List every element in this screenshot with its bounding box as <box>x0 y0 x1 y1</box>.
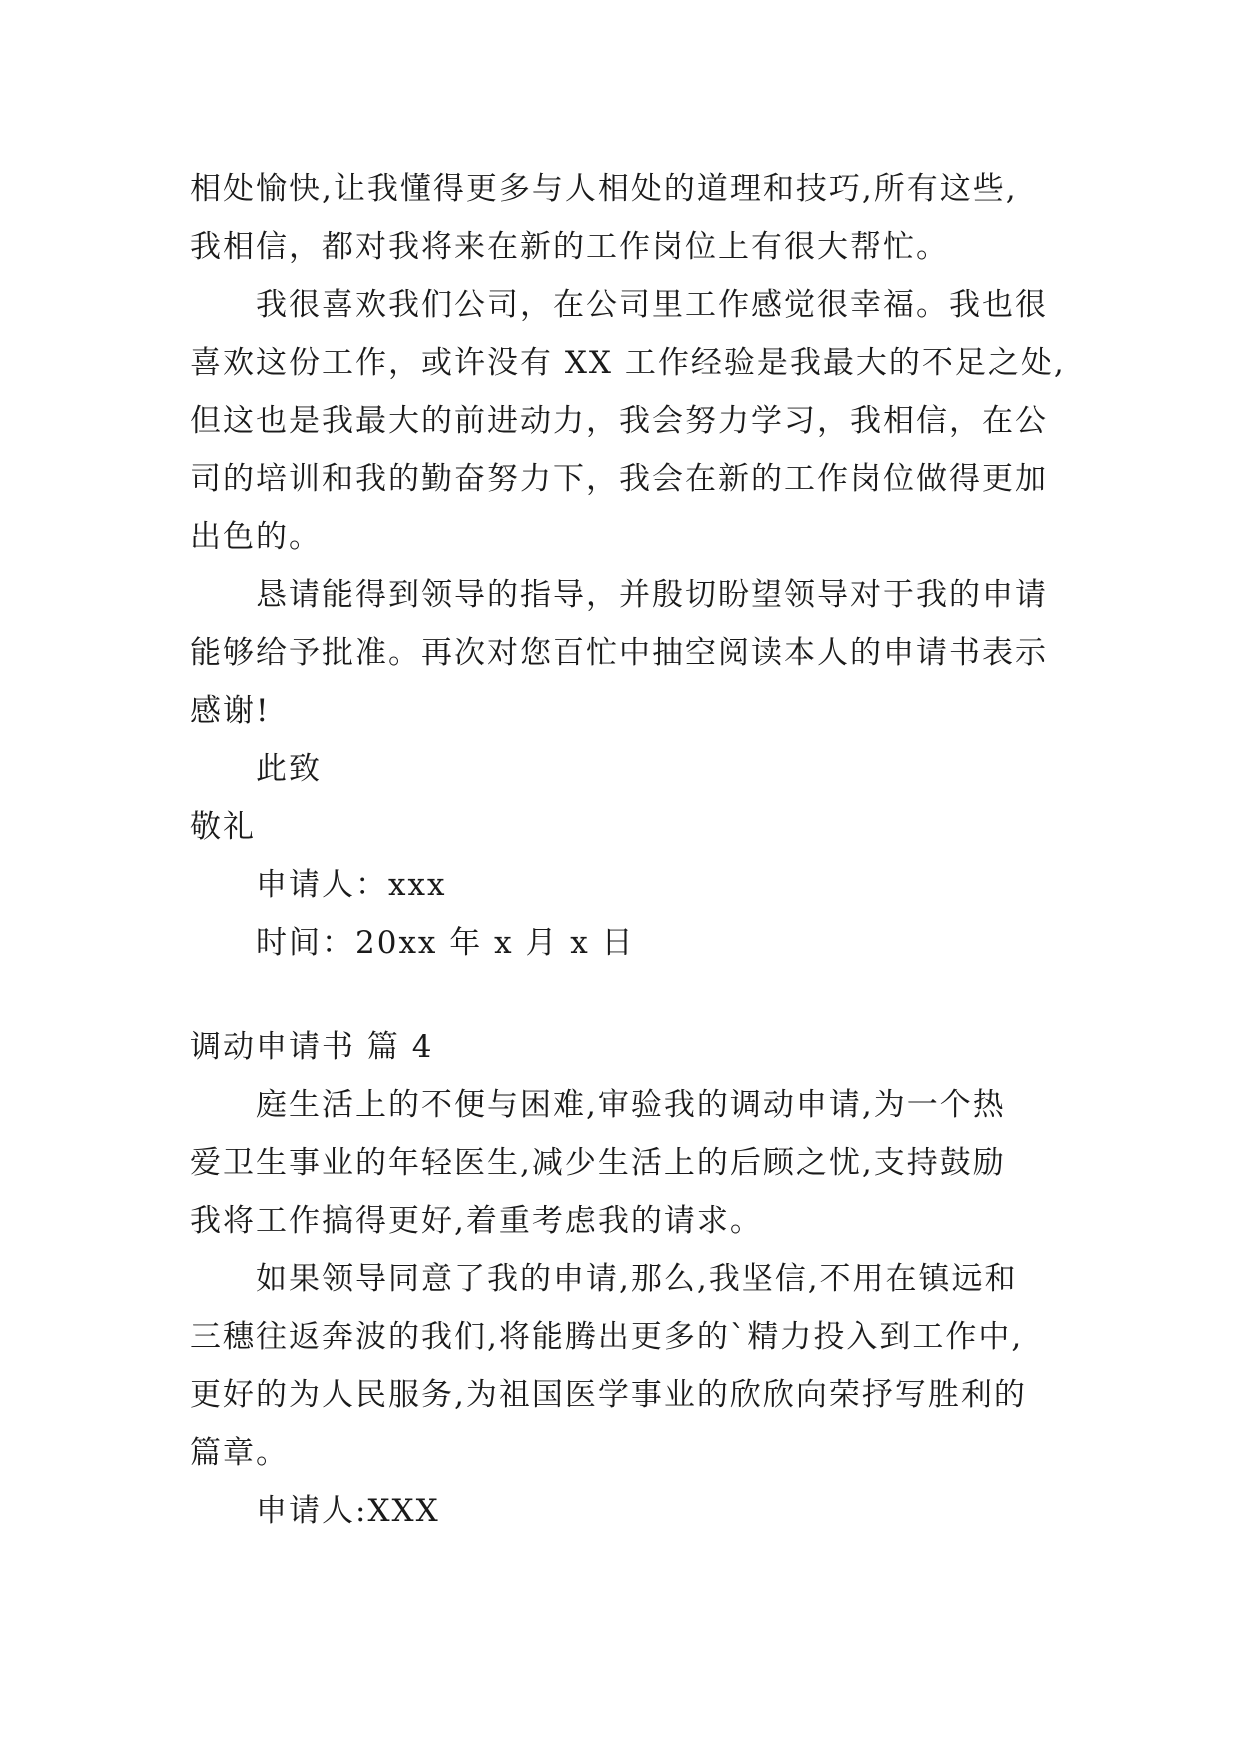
section-gap <box>190 972 1070 1018</box>
text-line: 我将工作搞得更好,着重考虑我的请求。 <box>190 1203 763 1239</box>
document-body <box>190 160 1070 1540</box>
text-line: 出色的。 <box>190 519 322 555</box>
paragraph-line: 恳请能得到领导的指导，并殷切盼望领导对于我的申请 <box>256 577 1048 613</box>
text-line: 但这也是我最大的前进动力，我会努力学习，我相信，在公 <box>190 403 1048 439</box>
text-line: 感谢! <box>190 693 271 729</box>
text-line: 爱卫生事业的年轻医生,减少生活上的后顾之忧,支持鼓励 <box>190 1145 1006 1181</box>
text-line: 喜欢这份工作，或许没有 XX 工作经验是我最大的不足之处, <box>190 345 1066 381</box>
text-line: 更好的为人民服务,为祖国医学事业的欣欣向荣抒写胜利的 <box>190 1377 1027 1413</box>
text-line: 相处愉快,让我懂得更多与人相处的道理和技巧,所有这些, <box>190 171 1018 207</box>
applicant-line: 申请人：xxx <box>256 867 447 903</box>
paragraph-line: 庭生活上的不便与困难,审验我的调动申请,为一个热 <box>256 1087 1006 1123</box>
text-line: 篇章。 <box>190 1435 289 1471</box>
section-title: 调动申请书 篇 4 <box>190 1029 434 1065</box>
text-line: 司的培训和我的勤奋努力下，我会在新的工作岗位做得更加 <box>190 461 1048 497</box>
text-line: 三穗往返奔波的我们,将能腾出更多的`精力投入到工作中, <box>190 1319 1024 1355</box>
paragraph-line: 我很喜欢我们公司，在公司里工作感觉很幸福。我也很 <box>256 287 1048 323</box>
applicant-line: 申请人:XXX <box>256 1493 440 1529</box>
paragraph-line: 如果领导同意了我的申请,那么,我坚信,不用在镇远和 <box>256 1261 1018 1297</box>
text-line: 我相信，都对我将来在新的工作岗位上有很大帮忙。 <box>190 229 949 265</box>
salutation-line: 此致 <box>256 751 322 787</box>
salutation-line: 敬礼 <box>190 809 256 845</box>
text-line: 能够给予批准。再次对您百忙中抽空阅读本人的申请书表示 <box>190 635 1048 671</box>
date-line: 时间：20xx 年 x 月 x 日 <box>256 925 635 961</box>
